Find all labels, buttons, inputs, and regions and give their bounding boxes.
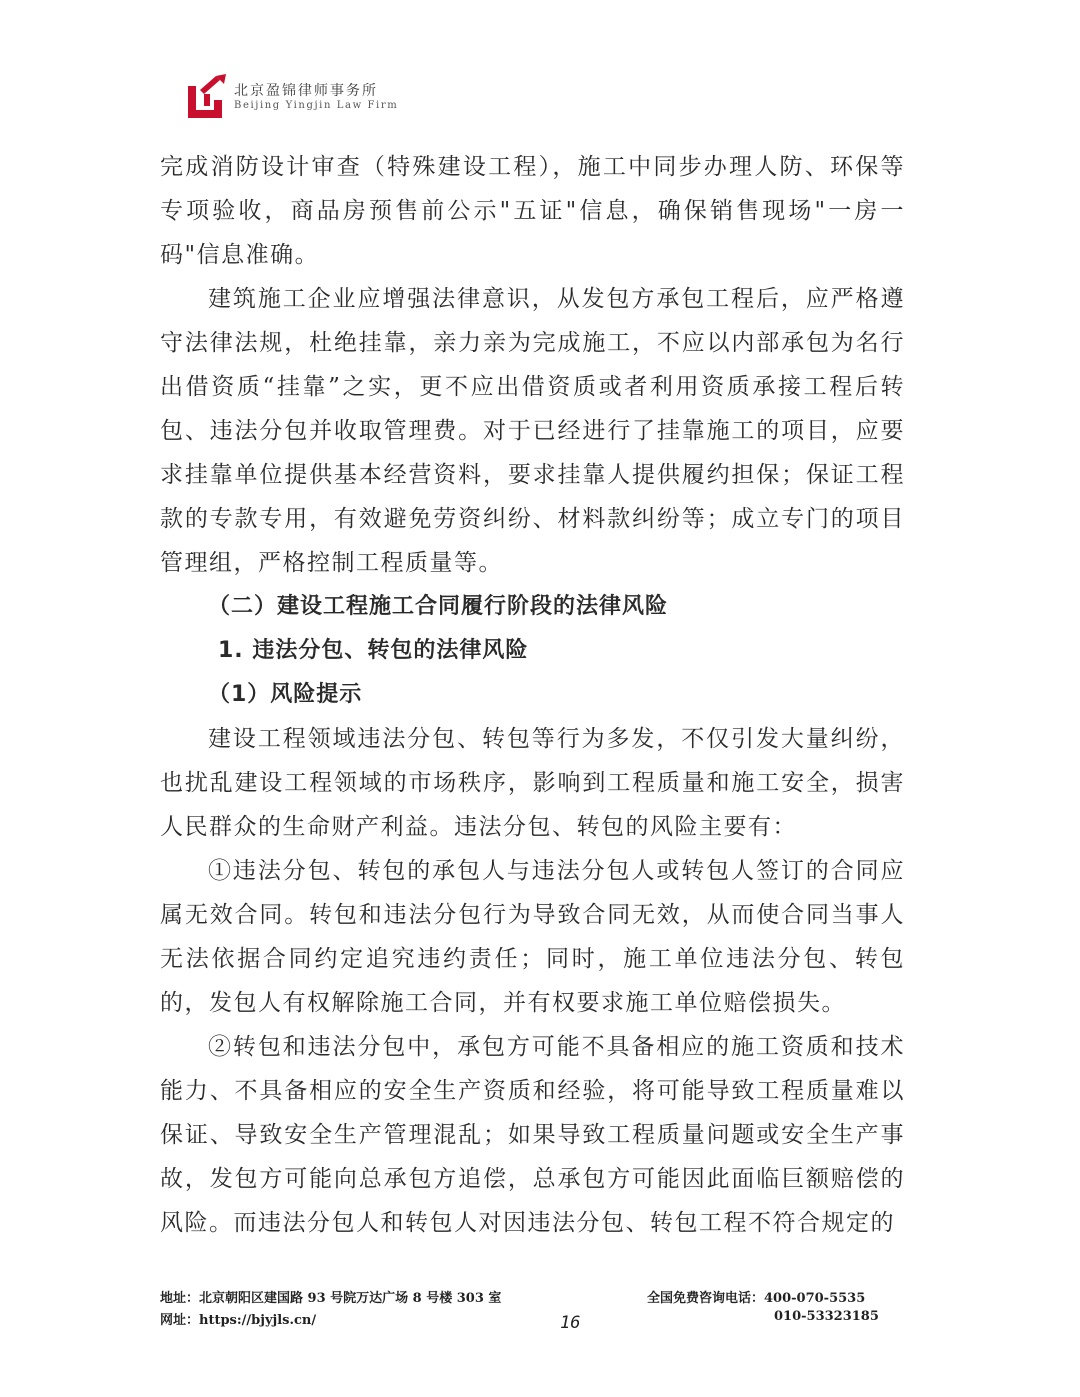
firm-name-cn: 北京盈锦律师事务所 xyxy=(234,83,378,99)
sub-subsection-heading: （1）风险提示 xyxy=(208,682,363,707)
section-heading: （二）建设工程施工合同履行阶段的法律风险 xyxy=(208,594,669,619)
paragraph-2: 建筑施工企业应增强法律意识，从发包方承包工程后，应严格遵守法律法规，杜绝挂靠，亲力亲为完成施工，不应以内部承包为名行出借资质“挂靠”之实，更不应出借资质或者利用资质承接工程后转包、违法分包并收取管理费。对于已经进行了挂靠施工的项目，应要求挂靠单位提供基本经营资料，要求挂靠人提供履约担保；保证工程款的专款专用，有效避免劳资纠纷、材料款纠纷等；成立专门的项目管理组，严格控制工程质量等。 xyxy=(160,286,905,576)
footer-phone: 010-53323185 xyxy=(774,1309,879,1324)
paragraph-3: 建设工程领域违法分包、转包等行为多发，不仅引发大量纠纷，也扰乱建设工程领域的市场秩序，影响到工程质量和施工安全，损害人民群众的生命财产利益。违法分包、转包的风险主要有： xyxy=(160,726,905,840)
firm-name-en: Beijing Yingjin Law Firm xyxy=(234,100,399,111)
document-body xyxy=(160,145,905,1245)
footer-hotline: 全国免费咨询电话：400-070-5535 xyxy=(647,1291,866,1306)
subsection-heading: 1. 违法分包、转包的法律风险 xyxy=(218,638,529,663)
paragraph-1: 完成消防设计审查（特殊建设工程），施工中同步办理人防、环保等专项验收，商品房预售前公示"五证"信息，确保销售现场"一房一码"信息准确。 xyxy=(160,154,905,268)
footer-address: 地址：北京朝阳区建国路 93 号院万达广场 8 号楼 303 室 xyxy=(160,1291,502,1306)
paragraph-5: ②转包和违法分包中，承包方可能不具备相应的施工资质和技术能力、不具备相应的安全生产资质和经验，将可能导致工程质量难以保证、导致安全生产管理混乱；如果导致工程质量问题或安全生产事故，发包方可能向总承包方追偿，总承包方可能因此面临巨额赔偿的风险。而违法分包人和转包人对因违法分包、转包工程不符合规定的 xyxy=(160,1034,905,1236)
footer-website: 网址：https://bjyjls.cn/ xyxy=(160,1313,317,1328)
page-number: 16 xyxy=(560,1313,581,1333)
page-footer xyxy=(160,1283,905,1343)
firm-logo-icon xyxy=(186,72,228,120)
paragraph-4: ①违法分包、转包的承包人与违法分包人或转包人签订的合同应属无效合同。转包和违法分包行为导致合同无效，从而使合同当事人无法依据合同约定追究违约责任；同时，施工单位违法分包、转包的，发包人有权解除施工合同，并有权要求施工单位赔偿损失。 xyxy=(160,858,905,1016)
letterhead xyxy=(186,72,446,128)
